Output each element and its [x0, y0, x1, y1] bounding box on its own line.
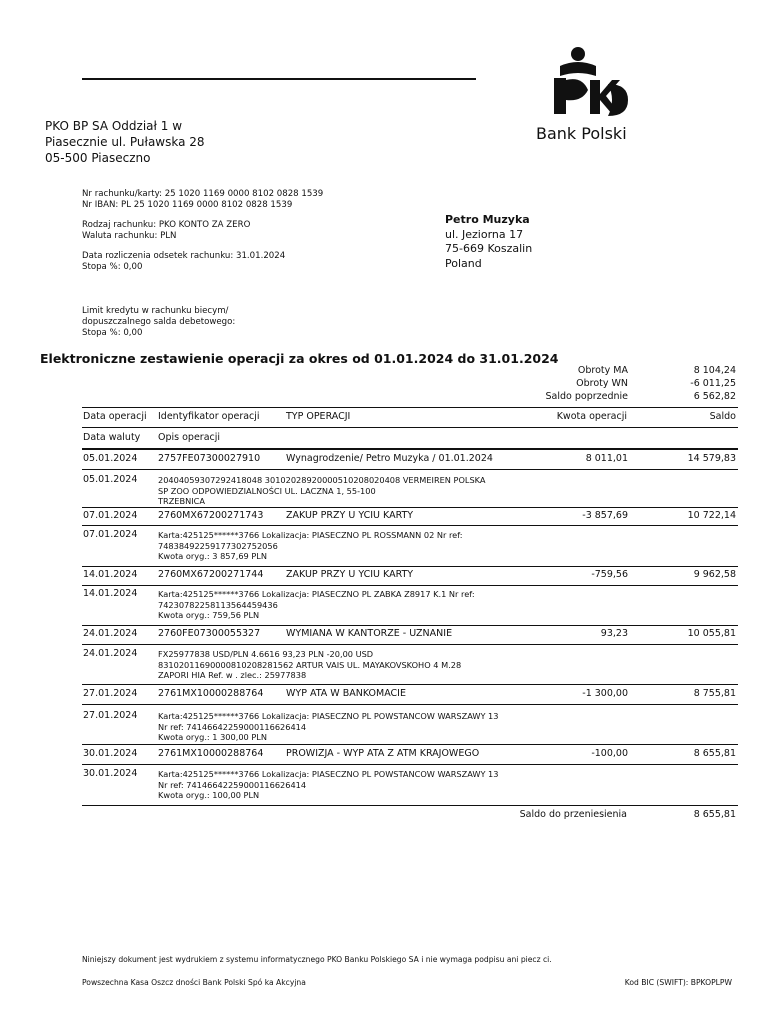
header-mid-rule — [82, 427, 738, 428]
settlement-date: Data rozliczenia odsetek rachunku: 31.01.2024 — [82, 251, 286, 261]
description-line: Nr ref: 74146642259000116626414 — [158, 721, 307, 732]
transaction-amount: -3 857,69 — [582, 510, 628, 521]
row-rule — [82, 744, 738, 745]
description-line: 20404059307292418048 30102028920000510208020408 VERMEIREN POLSKA — [158, 475, 486, 485]
interest-rate: Stopa %: 0,00 — [82, 262, 143, 272]
transaction-detail — [82, 768, 738, 801]
row-rule — [82, 525, 738, 526]
transaction-date: 05.01.2024 — [83, 453, 138, 464]
transaction-main — [82, 453, 738, 466]
summary-row — [500, 364, 736, 377]
account-number: Nr rachunku/karty: 25 1020 1169 0000 8102 0828 1539 — [82, 189, 324, 199]
table-bottom-rule — [82, 805, 738, 806]
credit-line: Stopa %: 0,00 — [82, 328, 143, 338]
client-street: ul. Jeziorna 17 — [445, 227, 524, 241]
row-rule — [82, 625, 738, 626]
client-country: Poland — [445, 256, 482, 270]
transaction-id: 2757FE07300027910 — [158, 453, 261, 464]
transaction-balance: 10 055,81 — [687, 628, 736, 639]
transaction-date: 27.01.2024 — [83, 688, 138, 699]
transaction-type: PROWIZJA - WYP ATA Z ATM KRAJOWEGO — [286, 748, 480, 759]
summary-label: Obroty WN — [576, 378, 628, 390]
transaction-amount: -759,56 — [591, 569, 628, 580]
description-line: Karta:425125******3766 Lokalizacja: PIASECZNO PL ZABKA Z8917 K.1 Nr ref: — [158, 589, 475, 599]
transaction-detail — [82, 529, 738, 562]
transaction-id: 2760FE07300055327 — [158, 628, 261, 639]
transaction-date: 14.01.2024 — [83, 569, 138, 580]
transaction-main — [82, 748, 738, 761]
description-line: Nr ref: 74146642259000116626414 — [158, 779, 307, 790]
description-lines — [158, 529, 738, 562]
table-row-detail — [82, 588, 738, 621]
account-type — [82, 220, 250, 242]
transaction-main — [82, 569, 738, 582]
summary-row — [500, 377, 736, 390]
summary-value: -6 011,25 — [690, 378, 736, 390]
client-address — [445, 213, 532, 271]
carry-over-label: Saldo do przeniesienia — [519, 809, 627, 820]
description-line: FX25977838 USD/PLN 4.6616 93,23 PLN -20,00 USD — [158, 649, 374, 659]
credit-line: Limit kredytu w rachunku biecym/ — [82, 306, 229, 316]
transaction-detail — [82, 474, 738, 507]
description-line: Karta:425125******3766 Lokalizacja: PIASECZNO PL POWSTANCOW WARSZAWY 13 — [158, 711, 499, 721]
value-date: 27.01.2024 — [83, 710, 138, 721]
description-line: 74838492259177302752056 — [158, 540, 278, 551]
summary-value: 6 562,82 — [693, 391, 736, 403]
value-date: 14.01.2024 — [83, 588, 138, 599]
summary-value: 8 104,24 — [693, 365, 736, 376]
transaction-amount: -1 300,00 — [582, 688, 628, 699]
description-line: Karta:425125******3766 Lokalizacja: PIASECZNO PL POWSTANCOW WARSZAWY 13 — [158, 769, 499, 779]
transaction-type: ZAKUP PRZY U YCIU KARTY — [286, 569, 414, 580]
transaction-date: 24.01.2024 — [83, 628, 138, 639]
table-top-rule — [82, 407, 738, 408]
row-rule — [82, 469, 738, 470]
table-row — [82, 453, 738, 466]
row-rule — [82, 566, 738, 567]
transaction-main — [82, 510, 738, 523]
table-row-detail — [82, 529, 738, 562]
statement-title: Elektroniczne zestawienie operacji za okres od 01.01.2024 do 31.01.2024 — [40, 351, 559, 366]
footer-bic: Kod BIC (SWIFT): BPKOPLPW — [624, 978, 732, 987]
value-date: 07.01.2024 — [83, 529, 138, 540]
bank-name: Bank Polski — [536, 124, 627, 143]
row-rule — [82, 644, 738, 645]
row-rule — [82, 704, 738, 705]
description-line: Kwota oryg.: 1 300,00 PLN — [158, 732, 267, 743]
transaction-balance: 9 962,58 — [693, 569, 736, 580]
statement-summary — [500, 364, 736, 404]
credit-limit — [82, 306, 235, 339]
branch-line: PKO BP SA Oddział 1 w — [45, 119, 183, 133]
transaction-detail — [82, 710, 738, 743]
client-city: 75-669 Koszalin — [445, 242, 533, 255]
description-line: Kwota oryg.: 3 857,69 PLN — [158, 551, 267, 562]
description-line: SP ZOO ODPOWIEDZIALNOŚCI UL. LACZNA 1, 55-100 — [158, 485, 376, 496]
transaction-type: ZAKUP PRZY U YCIU KARTY — [286, 510, 414, 521]
row-rule — [82, 764, 738, 765]
description-line: 74230782258113564459436 — [158, 599, 278, 610]
transaction-amount: 93,23 — [600, 628, 628, 639]
footer-company: Powszechna Kasa Oszcz dności Bank Polski Spó ka Akcyjna — [82, 978, 306, 987]
header-bottom-rule — [82, 448, 738, 450]
description-line: TRZEBNICA — [158, 496, 205, 507]
row-rule — [82, 585, 738, 586]
header-id: Identyfikator operacji — [158, 411, 260, 422]
branch-line: 05-500 Piaseczno — [45, 151, 151, 165]
pko-logo-icon — [548, 46, 630, 122]
transaction-balance: 8 755,81 — [693, 688, 736, 699]
transaction-main — [82, 628, 738, 641]
transaction-balance: 14 579,83 — [687, 453, 736, 464]
table-row-detail — [82, 710, 738, 743]
account-settlement — [82, 251, 285, 273]
description-lines — [158, 474, 738, 507]
transaction-balance: 8 655,81 — [693, 748, 736, 759]
header-rule — [82, 78, 476, 80]
header-date: Data operacji — [83, 411, 147, 422]
transaction-id: 2761MX10000288764 — [158, 748, 264, 759]
transaction-detail — [82, 588, 738, 621]
header-type: TYP OPERACJI — [286, 411, 351, 422]
value-date: 05.01.2024 — [83, 474, 138, 485]
description-line: Kwota oryg.: 100,00 PLN — [158, 790, 260, 801]
transaction-amount: -100,00 — [591, 748, 628, 759]
table-row — [82, 569, 738, 582]
row-rule — [82, 507, 738, 508]
transaction-detail — [82, 648, 738, 681]
table-row-detail — [82, 474, 738, 507]
table-row — [82, 688, 738, 701]
description-line: Kwota oryg.: 759,56 PLN — [158, 610, 260, 621]
summary-label: Obroty MA — [577, 365, 628, 376]
header-balance: Saldo — [709, 411, 736, 422]
transaction-date: 30.01.2024 — [83, 748, 138, 759]
carry-over-value: 8 655,81 — [693, 809, 736, 820]
header-amount: Kwota operacji — [556, 411, 627, 422]
description-lines — [158, 648, 738, 681]
table-row-detail — [82, 648, 738, 681]
transaction-balance: 10 722,14 — [687, 510, 736, 521]
transaction-type: WYP ATA W BANKOMACIE — [286, 688, 406, 699]
branch-address — [45, 118, 205, 166]
transaction-id: 2760MX67200271743 — [158, 510, 264, 521]
transaction-amount: 8 011,01 — [585, 453, 628, 464]
account-numbers — [82, 189, 323, 211]
summary-label: Saldo poprzednie — [545, 391, 628, 403]
header-value-date: Data waluty — [83, 432, 141, 443]
branch-line: Piasecznie ul. Puławska 28 — [45, 135, 205, 149]
transaction-date: 07.01.2024 — [83, 510, 138, 521]
account-type-line: Rodzaj rachunku: PKO KONTO ZA ZERO — [82, 220, 251, 230]
table-row-detail — [82, 768, 738, 801]
credit-line: dopuszczalnego salda debetowego: — [82, 317, 236, 327]
account-currency: Waluta rachunku: PLN — [82, 231, 177, 241]
value-date: 30.01.2024 — [83, 768, 138, 779]
row-rule — [82, 684, 738, 685]
description-line: Karta:425125******3766 Lokalizacja: PIASECZNO PL ROSSMANN 02 Nr ref: — [158, 530, 463, 540]
account-iban: Nr IBAN: PL 25 1020 1169 0000 8102 0828 1539 — [82, 200, 293, 210]
footer-note: Niniejszy dokument jest wydrukiem z systemu informatycznego PKO Banku Polskiego SA i nie wymaga podpisu ani piecz ci. — [82, 955, 552, 964]
description-lines — [158, 710, 738, 743]
client-name: Petro Muzyka — [445, 213, 530, 226]
value-date: 24.01.2024 — [83, 648, 138, 659]
description-lines — [158, 588, 738, 621]
summary-row — [500, 390, 736, 403]
table-row — [82, 748, 738, 761]
transaction-id: 2761MX10000288764 — [158, 688, 264, 699]
transaction-type: Wynagrodzenie/ Petro Muzyka / 01.01.2024 — [286, 453, 493, 464]
table-row — [82, 628, 738, 641]
table-row — [82, 510, 738, 523]
description-line: 83102011690000810208281562 ARTUR VAIS UL. MAYAKOVSKOHO 4 M.28 — [158, 659, 462, 670]
transaction-id: 2760MX67200271744 — [158, 569, 264, 580]
description-line: ZAPORI HIA Ref. w . zlec.: 25977838 — [158, 670, 307, 681]
transaction-type: WYMIANA W KANTORZE - UZNANIE — [286, 628, 453, 639]
description-lines — [158, 768, 738, 801]
header-description: Opis operacji — [158, 432, 221, 443]
transaction-main — [82, 688, 738, 701]
